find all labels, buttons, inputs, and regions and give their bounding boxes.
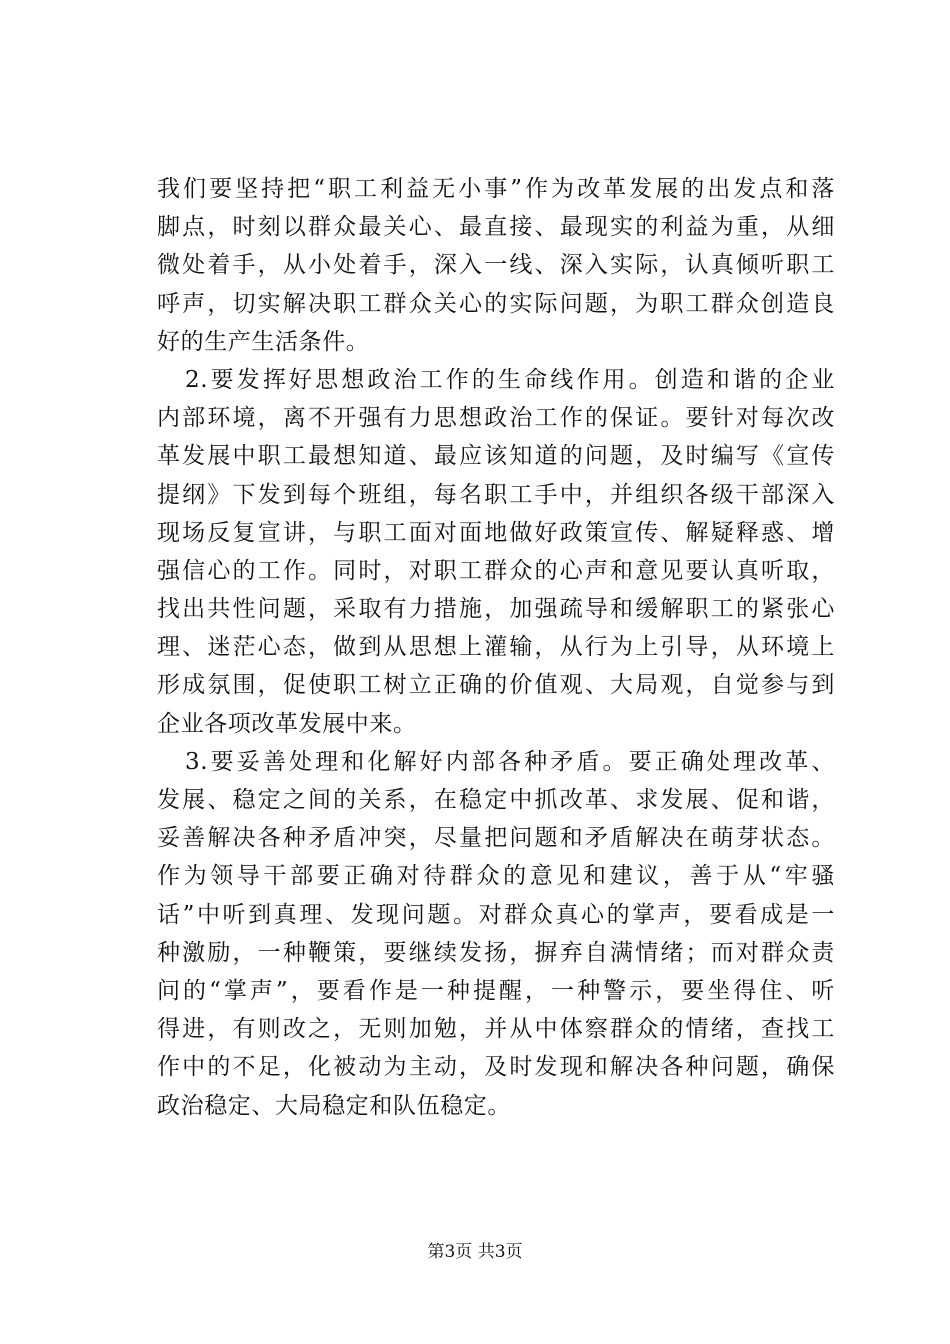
text-line: 话”中听到真理、发现问题。对群众真心的掌声，要看成是一 — [157, 901, 835, 928]
page-number-footer: 第3页 共3页 — [427, 1242, 523, 1262]
text-line: 呼声，切实解决职工群众关心的实际问题，为职工群众创造良 — [157, 290, 835, 317]
text-line: 种激励，一种鞭策，要继续发扬，摒弃自满情绪；而对群众责 — [157, 939, 835, 966]
text-line: 作中的不足，化被动为主动，及时发现和解决各种问题，确保 — [157, 1054, 835, 1081]
text-line: 革发展中职工最想知道、最应该知道的问题，及时编写《宣传 — [157, 443, 835, 470]
text-line: 3.要妥善处理和化解好内部各种矛盾。要正确处理改革、 — [185, 748, 835, 775]
text-line: 得进，有则改之，无则加勉，并从中体察群众的情绪，查找工 — [157, 1016, 835, 1043]
text-line: 形成氛围，促使职工树立正确的价值观、大局观，自觉参与到 — [157, 672, 835, 699]
text-line: 提纲》下发到每个班组，每名职工手中，并组织各级干部深入 — [157, 481, 835, 508]
text-line: 微处着手，从小处着手，深入一线、深入实际，认真倾听职工 — [157, 252, 835, 279]
text-line: 我们要坚持把“职工利益无小事”作为改革发展的出发点和落 — [157, 176, 835, 202]
text-line: 妥善解决各种矛盾冲突，尽量把问题和矛盾解决在萌芽状态。 — [157, 825, 835, 852]
text-line: 内部环境，离不开强有力思想政治工作的保证。要针对每次改 — [157, 405, 835, 432]
text-line: 找出共性问题，采取有力措施，加强疏导和缓解职工的紧张心 — [157, 596, 835, 623]
text-line: 发展、稳定之间的关系，在稳定中抓改革、求发展、促和谐， — [157, 787, 835, 813]
text-line: 脚点，时刻以群众最关心、最直接、最现实的利益为重，从细 — [157, 214, 835, 241]
text-line: 现场反复宣讲，与职工面对面地做好政策宣传、解疑释惑、增 — [157, 519, 835, 546]
text-line: 强信心的工作。同时，对职工群众的心声和意见要认真听取， — [157, 557, 835, 584]
text-line: 政治稳定、大局稳定和队伍稳定。 — [157, 1092, 511, 1119]
text-line: 好的生产生活条件。 — [157, 328, 370, 355]
body-text — [157, 170, 835, 1125]
text-line: 2.要发挥好思想政治工作的生命线作用。创造和谐的企业 — [185, 366, 835, 393]
text-line: 问的“掌声”，要看作是一种提醒，一种警示，要坐得住、听 — [157, 977, 835, 1004]
text-line: 企业各项改革发展中来。 — [157, 710, 417, 737]
text-line: 理、迷茫心态，做到从思想上灌输，从行为上引导，从环境上 — [157, 634, 835, 661]
text-line: 作为领导干部要正确对待群众的意见和建议，善于从“牢骚 — [157, 863, 835, 890]
